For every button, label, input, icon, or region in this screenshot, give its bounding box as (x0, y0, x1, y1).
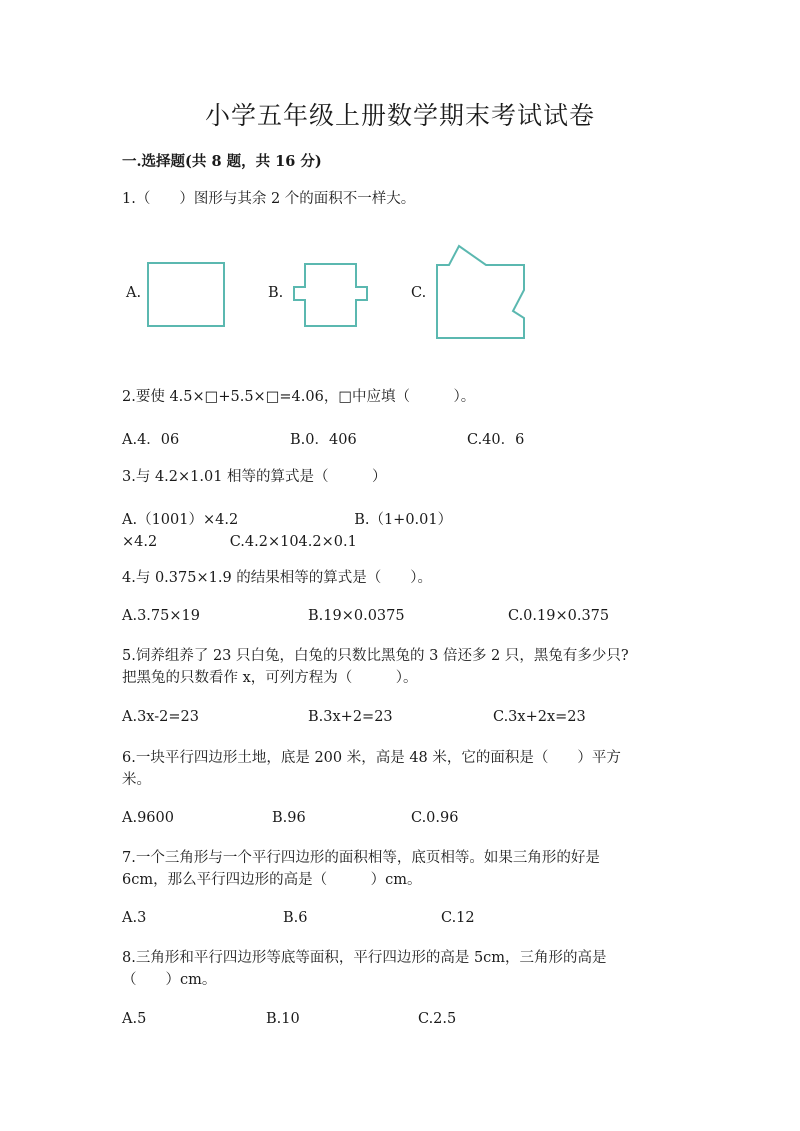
page-title: 小学五年级上册数学期末考试试卷 (204, 101, 595, 130)
question-8-option-c: C.2.5 (418, 1011, 457, 1027)
question-7-stem-line-1: 7.一个三角形与一个平行四边形的面积相等，底页相等。如果三角形的好是 (122, 850, 600, 866)
question-2-option-c: C.40．6 (467, 432, 525, 448)
figure-c-shape (437, 246, 524, 338)
question-2-stem: 2.要使 4.5×□+5.5×□=4.06，□中应填（ ）。 (122, 389, 476, 405)
question-5-option-a: A.3x-2=23 (122, 709, 199, 725)
figure-c-label: C. (411, 285, 427, 301)
question-8-stem-line-1: 8.三角形和平行四边形等底等面积，平行四边形的高是 5cm，三角形的高是 (122, 950, 607, 966)
figure-b-shape (294, 264, 367, 326)
question-6-option-b: B.96 (272, 810, 306, 826)
figure-a-label: A. (126, 285, 142, 301)
figure-a-rectangle (148, 263, 224, 326)
section-heading: 一.选择题(共 8 题，共 16 分) (122, 153, 322, 170)
question-7-option-b: B.6 (283, 910, 308, 926)
question-2-option-a: A.4．06 (122, 432, 180, 448)
question-3-options-line-1: A.（1001）×4.2 B.（1+0.01） (122, 512, 453, 528)
question-6-option-a: A.9600 (122, 810, 174, 826)
question-7-option-a: A.3 (122, 910, 147, 926)
question-7-stem-line-2: 6cm，那么平行四边形的高是（ ）cm。 (122, 872, 422, 888)
question-4-option-a: A.3.75×19 (122, 608, 200, 624)
question-8-stem-line-2: （ ）cm。 (122, 972, 217, 988)
question-6-stem-line-2: 米。 (122, 772, 151, 788)
question-4-stem: 4.与 0.375×1.9 的结果相等的算式是（ ）。 (122, 570, 433, 586)
question-5-stem-line-1: 5.饲养组养了 23 只白兔，白兔的只数比黑兔的 3 倍还多 2 只，黑兔有多少只? (122, 648, 629, 664)
question-6-stem-line-1: 6.一块平行四边形土地，底是 200 米，高是 48 米，它的面积是（ ）平方 (122, 750, 621, 766)
question-1-stem: 1.（ ）图形与其余 2 个的面积不一样大。 (122, 191, 416, 207)
question-5-stem-line-2: 把黑兔的只数看作 x，可列方程为（ ）。 (122, 670, 418, 686)
question-8-option-a: A.5 (122, 1011, 147, 1027)
figure-b-label: B. (268, 285, 284, 301)
question-8-option-b: B.10 (266, 1011, 300, 1027)
question-5-option-b: B.3x+2=23 (308, 709, 393, 725)
question-2-option-b: B.0．406 (290, 432, 357, 448)
question-1-figures (0, 0, 800, 360)
question-4-option-c: C.0.19×0.375 (508, 608, 610, 624)
question-3-options-line-2: ×4.2 C.4.2×104.2×0.1 (122, 534, 357, 550)
question-7-option-c: C.12 (441, 910, 475, 926)
question-5-option-c: C.3x+2x=23 (493, 709, 586, 725)
question-3-stem: 3.与 4.2×1.01 相等的算式是（ ） (122, 469, 387, 485)
question-4-option-b: B.19×0.0375 (308, 608, 405, 624)
question-6-option-c: C.0.96 (411, 810, 459, 826)
